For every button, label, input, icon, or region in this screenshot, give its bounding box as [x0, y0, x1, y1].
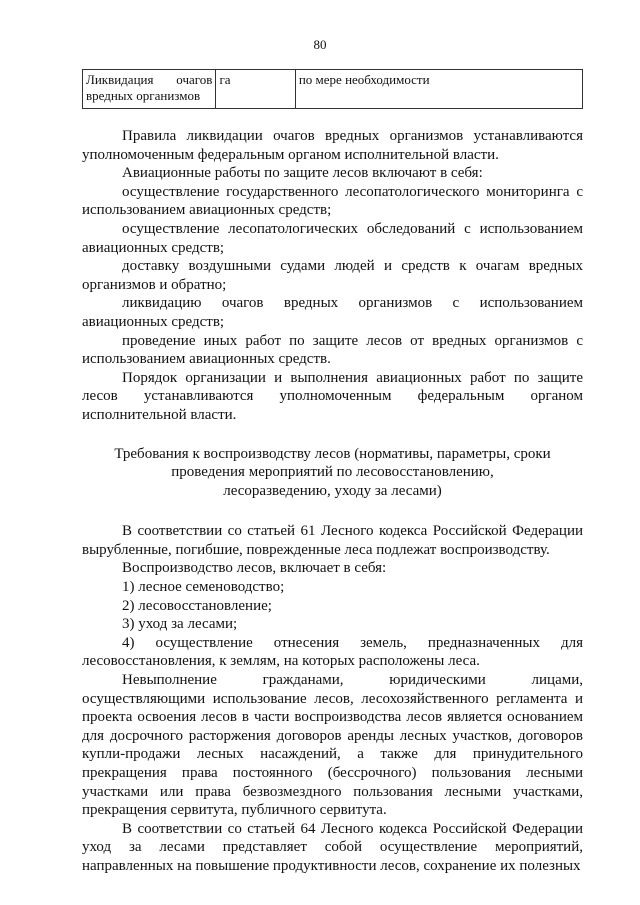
measures-table: [82, 69, 583, 109]
heading-line: проведения мероприятий по лесовосстановлению,: [171, 464, 494, 481]
table-cell-unit: га: [216, 70, 295, 109]
list-item: 3) уход за лесами;: [122, 616, 238, 633]
paragraph: Правила ликвидации очагов вредных организмов устанавливаются уполномоченным федеральным органом исполнительной власти.: [82, 128, 583, 163]
list-item: ликвидацию очагов вредных организмов с использованием авиационных средств;: [82, 295, 583, 330]
document-body: [82, 127, 583, 876]
table-row: [83, 70, 583, 109]
list-item: осуществление лесопатологических обследований с использованием авиационных средств;: [82, 220, 583, 256]
list-item: проведение иных работ по защите лесов от вредных организмов с использованием авиационных средств.: [82, 332, 583, 368]
paragraph: Воспроизводство лесов, включает в себя:: [122, 560, 387, 577]
paragraph: В соответствии со статьей 64 Лесного кодекса Российской Федерации уход за лесами представляет собой осуществление мероприятий, направленных на повышение продуктивности лесов, сохранение их полезных: [82, 820, 583, 874]
list-item: 4) осуществление отнесения земель, предназначенных для лесовосстановления, к землям, на которых расположены леса.: [82, 634, 583, 670]
list-item: 1) лесное семеноводство;: [122, 579, 285, 596]
page-number: 80: [313, 37, 327, 52]
section-heading: [82, 445, 583, 501]
paragraph: Порядок организации и выполнения авиационных работ по защите лесов устанавливаются уполномоченным федеральным органом исполнительной власти.: [82, 369, 583, 423]
table-cell-activity: Ликвидация очагов вредных организмов: [83, 70, 216, 109]
heading-line: лесоразведению, уходу за лесами): [223, 482, 442, 499]
paragraph: Невыполнение гражданами, юридическими лицами, осуществляющими использование лесов, лесохозяйственного регламента и проекта освоения лесов в части воспроизводства лесов является основанием для досрочного расторжения договоров аренды лесных участков, договоров купли-продажи лесных насаждений, а также для принудительного прекращения права постоянного (бессрочного) пользования лесными участками или права безвозмездного пользования лесными участками, прекращения сервитута, публичного сервитута.: [82, 672, 583, 819]
list-item: 2) лесовосстановление;: [122, 597, 272, 614]
paragraph: В соответствии со статьей 61 Лесного кодекса Российской Федерации вырубленные, погибшие, поврежденные леса подлежат воспроизводству.: [82, 523, 583, 558]
paragraph: Авиационные работы по защите лесов включают в себя:: [122, 165, 483, 182]
table-cell-timing: по мере необходимости: [295, 70, 582, 109]
list-item: осуществление государственного лесопатологического мониторинга с использованием авиационных средств;: [82, 183, 583, 219]
list-item: доставку воздушными судами людей и средств к очагам вредных организмов и обратно;: [82, 258, 583, 293]
heading-line: Требования к воспроизводству лесов (нормативы, параметры, сроки: [114, 445, 551, 462]
